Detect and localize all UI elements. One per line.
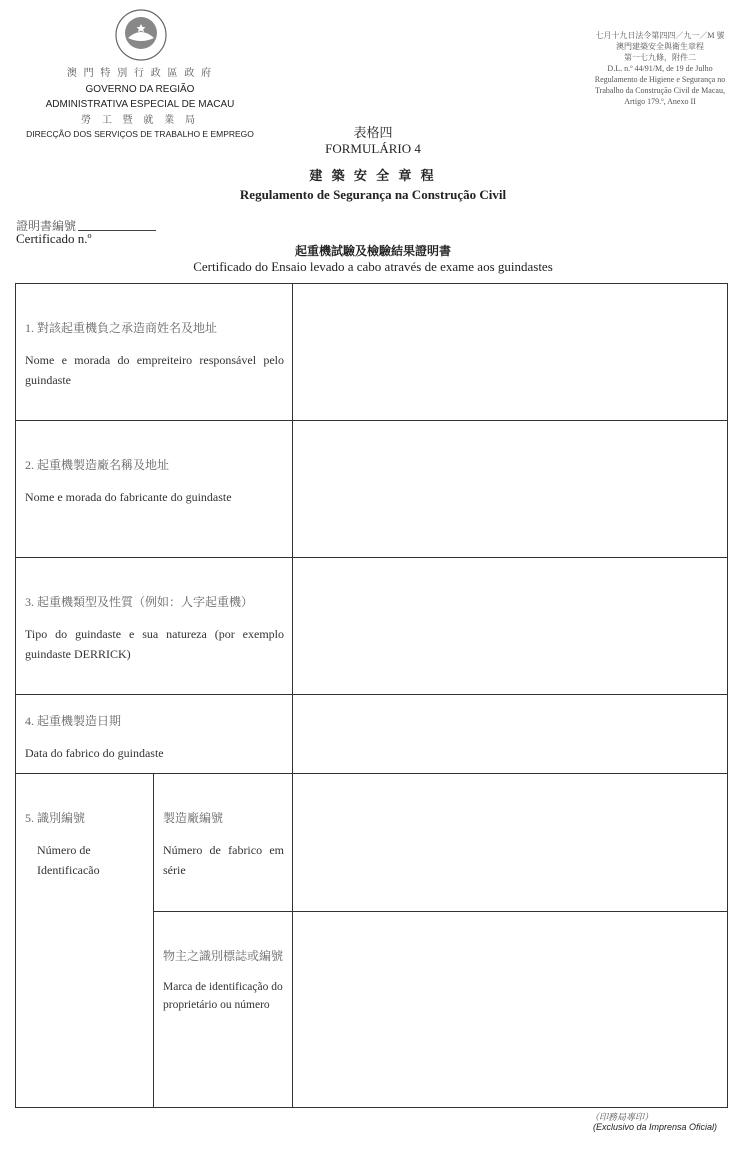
- form-number-zh: 表格四: [353, 125, 393, 140]
- certificate-number-label-zh: 證明書編號: [16, 219, 77, 233]
- regulation-title-zh: 建 築 安 全 章 程: [309, 168, 437, 183]
- row-label-zh: 3. 起重機類型及性質（例如：人字起重機）: [25, 595, 254, 609]
- gov-name-zh: 澳 門 特 別 行 政 區 政 府: [66, 68, 214, 79]
- certificate-heading-pt: Certificado do Ensaio levado a cabo através de exame aos guindastes: [193, 259, 553, 274]
- row-label-zh: 5. 識別編號: [25, 811, 86, 825]
- legal-ref-line: Regulamento de Higiene e Segurança no: [594, 75, 726, 84]
- certificate-heading-zh: 起重機試驗及檢驗結果證明書: [294, 244, 451, 258]
- footer-zh: （印務局專印）: [590, 1112, 654, 1122]
- gov-name-pt-1: GOVERNO DA REGIÃO: [85, 84, 195, 95]
- certificate-number-field[interactable]: [78, 218, 156, 231]
- row-label-zh: 1. 對該起重機負之承造商姓名及地址: [25, 321, 218, 335]
- form-number-pt: FORMULÁRIO 4: [325, 141, 421, 156]
- serial-number-field[interactable]: [293, 774, 728, 912]
- crane-type-field[interactable]: [293, 558, 728, 695]
- contractor-field[interactable]: [293, 284, 728, 421]
- row-label-pt: Data do fabrico do guindaste: [25, 746, 164, 760]
- manufacture-date-field[interactable]: [293, 695, 728, 774]
- regulation-title-pt: Regulamento de Segurança na Construção Civil: [239, 187, 507, 202]
- owner-mark-field[interactable]: [293, 912, 728, 1108]
- legal-ref-line: 澳門建築安全與衛生章程: [616, 42, 704, 51]
- row-label-zh: 2. 起重機製造廠名稱及地址: [25, 458, 170, 472]
- row-label-pt: Tipo do guindaste e sua natureza (por exemplo guindaste DERRICK): [25, 627, 284, 661]
- table-row: [16, 284, 728, 421]
- certificate-table: [15, 283, 728, 1108]
- row-label-zh: 4. 起重機製造日期: [25, 714, 122, 728]
- manufacturer-field[interactable]: [293, 421, 728, 558]
- table-row: [16, 558, 728, 695]
- legal-ref-line: Trabalho da Construção Civil de Macau,: [595, 86, 725, 95]
- row-label-pt: Número de Identificacão: [37, 843, 100, 877]
- legal-ref-line: 七月十九日法令第四四／九一／M 號: [595, 31, 725, 40]
- dept-name-zh: 勞 工 暨 就 業 局: [81, 115, 199, 126]
- legal-ref-line: D.L. n.º 44/91/M, de 19 de Julho: [607, 64, 713, 73]
- gov-name-pt-2: ADMINISTRATIVA ESPECIAL DE MACAU: [45, 99, 235, 110]
- row-label-pt: Nome e morada do empreiteiro responsável pelo guindaste: [25, 353, 284, 387]
- legal-ref-line: 第一七九條，附件二: [624, 53, 696, 62]
- sub-label-zh: 物主之識別標誌或編號: [163, 949, 284, 963]
- certificate-number-label-pt: Certificado n.º: [16, 231, 92, 246]
- dept-name-pt: DIRECÇÃO DOS SERVIÇOS DE TRABALHO E EMPREGO: [26, 129, 254, 139]
- table-row: [16, 421, 728, 558]
- footer-pt: (Exclusivo da Imprensa Oficial): [593, 1122, 718, 1132]
- table-row: [16, 695, 728, 774]
- macau-emblem-icon: [114, 8, 168, 62]
- legal-ref-line: Artigo 179.º, Anexo II: [624, 97, 696, 106]
- sub-label-zh: 製造廠編號: [163, 811, 224, 825]
- sub-label-pt: Número de fabrico em série: [163, 843, 284, 877]
- sub-label-pt: Marca de identificação do proprietário ou número: [163, 981, 283, 1011]
- row-label-pt: Nome e morada do fabricante do guindaste: [25, 490, 232, 504]
- table-row: [16, 774, 728, 912]
